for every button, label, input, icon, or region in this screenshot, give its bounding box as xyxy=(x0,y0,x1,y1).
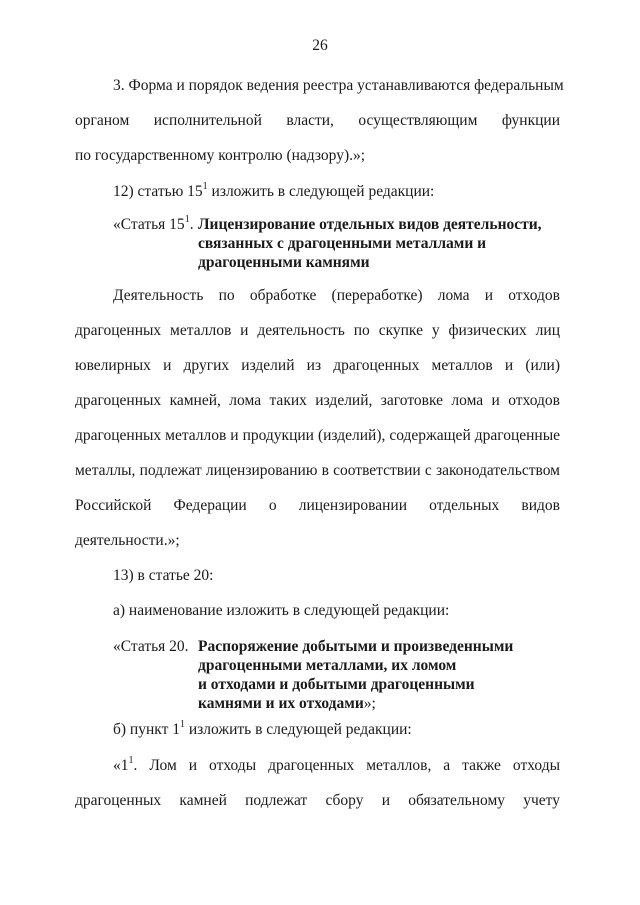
article-body-line: драгоценных камней, лома таких изделий, заготовке лома и отходов xyxy=(75,392,560,409)
article-15-1-title xyxy=(198,215,542,272)
item-12 xyxy=(113,182,560,202)
point-1-1-line xyxy=(113,756,560,776)
paragraph-3-line: 3. Форма и порядок ведения реестра устанавливаются федеральным xyxy=(113,77,564,94)
superscript: 1 xyxy=(202,180,208,192)
superscript: 1 xyxy=(184,213,190,225)
article-title-line xyxy=(198,694,513,713)
point-1-1-number: «1 xyxy=(113,757,129,774)
article-20-title xyxy=(198,637,513,713)
paragraph-3-line: органом исполнительной власти, осуществляющим функции xyxy=(75,112,560,129)
article-title-line: Распоряжение добытыми и произведенными xyxy=(198,638,514,655)
point-1-1-line: драгоценных камней подлежат сбору и обязательному учету xyxy=(75,792,560,809)
article-title-text: камнями и их отходами xyxy=(198,695,364,712)
article-body-line: Деятельность по обработке (переработке) лома и отходов xyxy=(113,287,560,304)
article-title-line: драгоценными металлами, их ломом xyxy=(198,657,457,674)
article-body-line: деятельности.»; xyxy=(75,532,180,549)
paragraph-3-line: по государственному контролю (надзору).»; xyxy=(75,147,366,164)
item-12-text: 12) статью 15 xyxy=(113,183,203,200)
article-title-line: и отходами и добытыми драгоценными xyxy=(198,676,475,693)
item-b-text: изложить в следующей редакции: xyxy=(185,721,412,738)
article-body-line: ювелирных и других изделий из драгоценных металлов и (или) xyxy=(75,357,560,374)
article-20-label: «Статья 20. xyxy=(113,638,189,655)
page-number: 26 xyxy=(312,37,328,54)
article-body-line: металлы, подлежат лицензированию в соответствии с законодательством xyxy=(75,462,560,479)
article-body-line: драгоценных металлов и продукции (изделий), содержащей драгоценные xyxy=(75,427,560,444)
article-label-dot: . xyxy=(189,216,194,233)
item-13: 13) в статье 20: xyxy=(113,567,214,584)
superscript: 1 xyxy=(128,754,134,766)
item-a: а) наименование изложить в следующей редакции: xyxy=(113,602,450,619)
article-body-line: драгоценных металлов и деятельность по скупке у физических лиц xyxy=(75,322,560,339)
article-title-tail: »; xyxy=(363,695,376,712)
article-title-line: связанных с драгоценными металлами и xyxy=(198,235,487,252)
article-15-1-label xyxy=(113,215,194,235)
article-title-line: Лицензирование отдельных видов деятельности, xyxy=(198,216,542,233)
article-label-text: «Статья 15 xyxy=(113,216,185,233)
item-b-text: б) пункт 1 xyxy=(113,721,180,738)
item-12-text: изложить в следующей редакции: xyxy=(207,183,435,200)
point-1-1-text: . Лом и отходы драгоценных металлов, а также отходы xyxy=(133,757,560,774)
article-title-line: драгоценными камнями xyxy=(198,254,370,271)
superscript: 1 xyxy=(180,718,185,730)
article-body-line: Российской Федерации о лицензировании отдельных видов xyxy=(75,497,560,514)
item-b xyxy=(113,720,560,740)
